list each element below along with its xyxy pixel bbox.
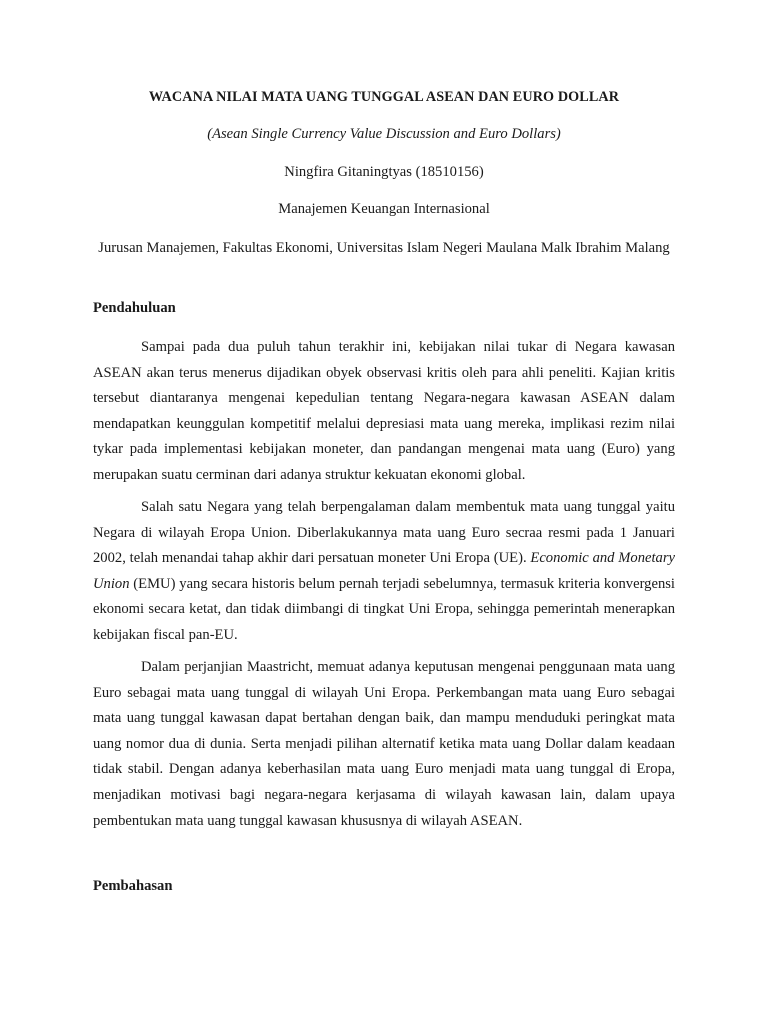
section-heading-pendahuluan: Pendahuluan (93, 300, 176, 316)
paragraph-1: Sampai pada dua puluh tahun terakhir ini, kebijakan nilai tukar di Negara kawasan ASEAN akan terus menerus dijadikan obyek observasi kritis oleh para ahli peneliti. Kajian kritis tersebut diantaranya mengenai kepedulian tentang Negara-negara kawasan ASEAN dalam mendapatkan keunggulan kompetitif melalui depresiasi mata uang mereka, implikasi rezim nilai tykar pada implementasi kebijakan moneter, dan pandangan mengenai mata uang (Euro) yang merupakan suatu cerminan dari adanya struktur kekuatan ekonomi global. (93, 339, 675, 483)
course-name: Manajemen Keuangan Internasional (278, 201, 490, 217)
section-heading-pembahasan: Pembahasan (93, 878, 173, 894)
paragraph-2 (93, 495, 675, 649)
paragraph-3: Dalam perjanjian Maastricht, memuat adanya keputusan mengenai penggunaan mata uang Euro sebagai mata uang tunggal di wilayah Uni Eropa. Perkembangan mata uang Euro sebagai mata uang tunggal kawasan dapat bertahan dengan baik, dan mampu menduduki peringkat mata uang nomor dua di dunia. Serta menjadi pilihan alternatif ketika mata uang Dollar dalam keadaan tidak stabil. Dengan adanya keberhasilan mata uang Euro menjadi mata uang tunggal di Eropa, menjadikan motivasi bagi negara-negara kerjasama di wilayah kawasan lain, dalam upaya pembentukan mata uang tunggal kawasan khususnya di wilayah ASEAN. (93, 659, 675, 829)
affiliation: Jurusan Manajemen, Fakultas Ekonomi, Universitas Islam Negeri Maulana Malk Ibrahim Malang (98, 240, 670, 256)
paragraph-2-text-before: Salah satu Negara yang telah berpengalaman dalam membentuk mata uang tunggal yaitu Negara di wilayah Eropa Union. Diberlakukannya mata uang Euro secraa resmi pada 1 Januari 2002, telah menandai tahap akhir dari persatuan moneter Uni Eropa (UE). (93, 499, 675, 567)
document-subtitle: (Asean Single Currency Value Discussion and Euro Dollars) (207, 126, 561, 142)
document-title: WACANA NILAI MATA UANG TUNGGAL ASEAN DAN EURO DOLLAR (148, 89, 620, 105)
author-line: Ningfira Gitaningtyas (18510156) (284, 164, 484, 180)
paragraph-2-text-after: (EMU) yang secara historis belum pernah terjadi sebelumnya, termasuk kriteria konvergensi ekonomi secara ketat, dan tidak diimbangi di tingkat Uni Eropa, sehingga pemerintah menerapkan kebijakan fiscal pan-EU. (93, 575, 675, 643)
paragraph-2-italic-term: Economic and Monetary Union (93, 550, 676, 592)
